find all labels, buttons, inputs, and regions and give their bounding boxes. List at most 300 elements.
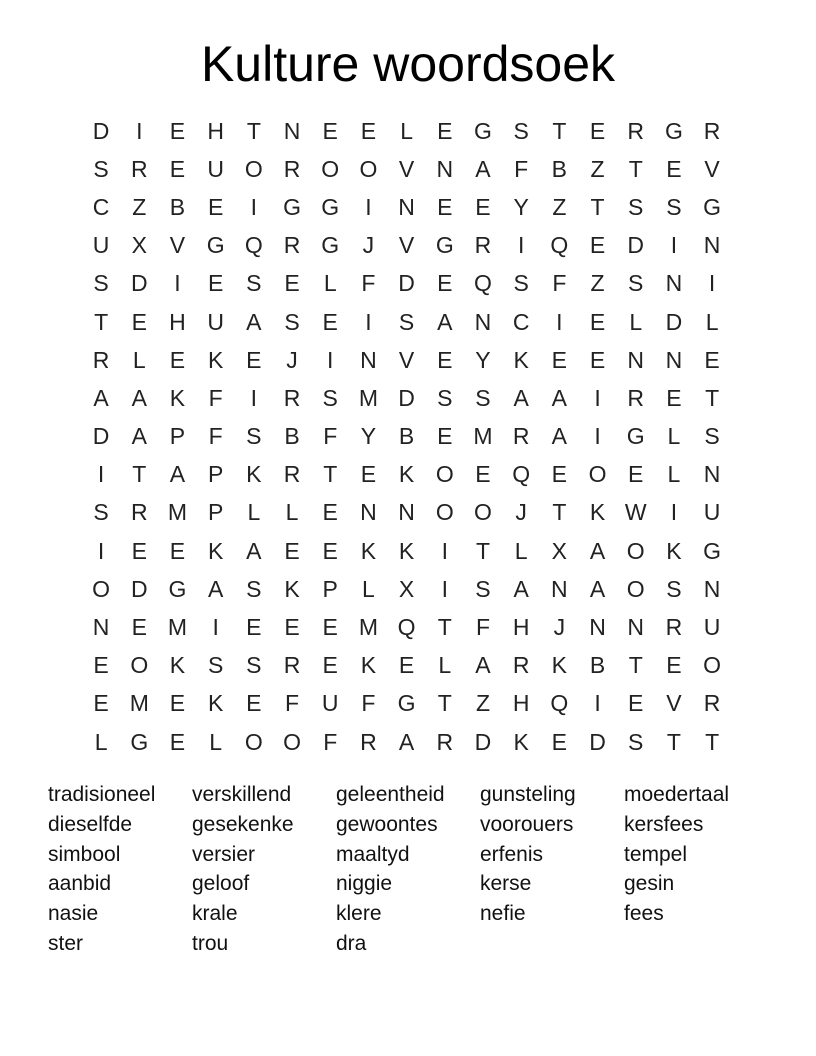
grid-letter: O (283, 728, 301, 755)
grid-letter: N (360, 346, 377, 373)
grid-letter: I (250, 193, 258, 220)
grid-letter: T (437, 614, 452, 641)
grid-row (82, 303, 732, 341)
grid-letter: A (207, 575, 224, 602)
grid-letter: F (552, 270, 567, 297)
grid-letter: N (703, 575, 721, 602)
grid-letter: D (627, 232, 645, 259)
word-list-item: gesekenke (192, 812, 294, 836)
word-list-item: aanbid (48, 872, 112, 896)
grid-letter: R (130, 499, 148, 526)
grid-letter: K (513, 728, 529, 755)
grid-letter: R (665, 614, 683, 641)
grid-letter: F (475, 614, 490, 641)
grid-letter: E (666, 155, 682, 182)
grid-letter: A (246, 537, 262, 564)
grid-letter: E (704, 346, 720, 373)
grid-letter: L (667, 461, 681, 488)
grid-letter: A (169, 461, 186, 488)
grid-letter: E (131, 308, 147, 335)
grid-letter: I (670, 232, 678, 259)
grid-letter: S (93, 155, 109, 182)
grid-letter: G (321, 232, 340, 259)
grid-letter: U (703, 499, 721, 526)
grid-letter: T (590, 193, 605, 220)
word-list-item: trou (192, 931, 229, 955)
word-list-item: maaltyd (336, 842, 410, 866)
grid-letter: D (589, 728, 606, 755)
grid-letter: J (286, 346, 298, 373)
grid-letter: E (437, 117, 453, 144)
grid-letter: S (475, 384, 491, 411)
grid-letter: F (208, 384, 223, 411)
grid-letter: O (244, 155, 263, 182)
grid-letter: G (626, 423, 645, 450)
grid-row (82, 418, 732, 456)
grid-letter: Q (474, 270, 492, 297)
grid-letter: Y (475, 346, 491, 373)
grid-letter: N (551, 575, 568, 602)
word-list-item: dra (336, 931, 367, 955)
grid-letter: T (94, 308, 109, 335)
grid-letter: G (703, 193, 722, 220)
grid-letter: B (169, 193, 186, 220)
grid-letter: G (321, 193, 340, 220)
grid-letter: N (627, 346, 645, 373)
grid-letter: A (513, 384, 529, 411)
grid-letter: I (212, 614, 219, 641)
grid-letter: P (322, 575, 338, 602)
grid-letter: N (703, 461, 721, 488)
grid-letter: A (589, 575, 606, 602)
grid-letter: E (131, 537, 147, 564)
grid-letter: L (362, 575, 375, 602)
word-list-item: krale (192, 902, 238, 926)
grid-letter: V (398, 346, 415, 373)
grid-letter: I (517, 232, 525, 259)
grid-letter: L (514, 537, 528, 564)
grid-letter: I (594, 384, 601, 411)
grid-letter: K (398, 461, 415, 488)
grid-letter: R (512, 652, 530, 679)
grid-letter: Z (132, 193, 147, 220)
grid-letter: T (246, 117, 261, 144)
grid-letter: I (97, 461, 105, 488)
grid-letter: A (131, 384, 147, 411)
grid-letter: G (664, 117, 683, 144)
grid-letter: Q (550, 690, 569, 717)
grid-letter: C (512, 308, 530, 335)
word-list-item: tradisioneel (48, 783, 156, 806)
grid-letter: L (438, 652, 452, 679)
grid-letter: M (358, 384, 378, 411)
grid-letter: J (362, 232, 375, 259)
grid-letter: X (131, 232, 147, 259)
grid-letter: V (169, 232, 186, 259)
grid-letter: R (283, 652, 301, 679)
grid-letter: I (441, 537, 448, 564)
grid-letter: V (398, 155, 415, 182)
grid-letter: E (398, 652, 415, 679)
word-list-item: gunsteling (480, 783, 576, 806)
grid-letter: I (365, 193, 372, 220)
grid-letter: B (398, 423, 415, 450)
grid-letter: T (437, 690, 452, 717)
grid-letter: H (207, 117, 224, 144)
grid-letter: S (628, 728, 644, 755)
word-list-item: geloof (192, 872, 250, 896)
grid-letter: Y (360, 423, 377, 450)
grid-letter: D (130, 270, 148, 297)
grid-letter: A (551, 384, 568, 411)
word-list-item: dieselfde (48, 812, 133, 836)
grid-letter: Y (513, 193, 529, 220)
grid-letter: O (626, 575, 645, 602)
grid-letter: D (92, 423, 110, 450)
grid-letter: Z (590, 270, 605, 297)
grid-letter: R (283, 461, 301, 488)
grid-letter: E (169, 537, 186, 564)
grid-row (82, 723, 732, 761)
grid-letter: E (246, 614, 262, 641)
grid-letter: R (703, 117, 721, 144)
grid-letter: R (474, 232, 492, 259)
grid-letter: G (283, 193, 301, 220)
grid-letter: U (207, 308, 224, 335)
word-list-item: simbool (48, 842, 121, 866)
grid-letter: E (666, 652, 682, 679)
grid-letter: O (435, 499, 454, 526)
grid-letter: S (246, 423, 262, 450)
grid-letter: S (513, 270, 529, 297)
grid-letter: I (594, 423, 601, 450)
grid-letter: L (667, 423, 681, 450)
grid-letter: L (400, 117, 413, 144)
grid-row (82, 150, 732, 188)
grid-letter: I (670, 499, 678, 526)
grid-letter: N (665, 346, 683, 373)
grid-letter: E (207, 270, 224, 297)
grid-letter: O (626, 537, 645, 564)
grid-letter: E (169, 155, 186, 182)
grid-row (82, 265, 732, 303)
grid-letter: N (627, 614, 645, 641)
grid-letter: R (512, 423, 530, 450)
grid-letter: A (437, 308, 453, 335)
grid-row (82, 188, 732, 226)
grid-letter: K (360, 652, 377, 679)
grid-letter: S (666, 193, 682, 220)
grid-letter: A (475, 652, 491, 679)
grid-letter: Q (244, 232, 263, 259)
grid-letter: T (132, 461, 147, 488)
grid-letter: N (283, 117, 301, 144)
grid-letter: G (474, 117, 492, 144)
grid-letter: K (246, 461, 262, 488)
grid-letter: Z (590, 155, 605, 182)
grid-letter: P (207, 499, 224, 526)
grid-letter: T (705, 728, 720, 755)
grid-letter: E (322, 614, 338, 641)
word-list-item: tempel (624, 842, 688, 866)
grid-letter: D (474, 728, 492, 755)
grid-letter: T (475, 537, 490, 564)
grid-letter: O (703, 652, 722, 679)
grid-letter: G (397, 690, 416, 717)
grid-letter: A (551, 423, 568, 450)
word-list-item: nefie (480, 902, 526, 926)
grid-letter: P (207, 461, 224, 488)
grid-letter: E (437, 346, 453, 373)
grid-letter: U (703, 614, 721, 641)
grid-letter: K (207, 537, 224, 564)
grid-letter: F (323, 728, 338, 755)
grid-letter: V (666, 690, 682, 717)
grid-letter: E (589, 232, 606, 259)
grid-letter: S (513, 117, 529, 144)
grid-letter: H (169, 308, 186, 335)
grid-letter: R (92, 346, 110, 373)
grid-letter: G (703, 537, 722, 564)
grid-letter: E (475, 461, 491, 488)
grid-letter: D (92, 117, 110, 144)
grid-letter: S (398, 308, 415, 335)
grid-letter: E (322, 537, 338, 564)
grid-row (82, 647, 732, 685)
word-list-item: voorouers (480, 812, 574, 836)
grid-letter: O (474, 499, 492, 526)
grid-letter: U (92, 232, 110, 259)
grid-letter: G (130, 728, 149, 755)
grid-letter: G (168, 575, 187, 602)
grid-letter: M (167, 614, 188, 641)
grid-letter: K (513, 346, 529, 373)
grid-letter: R (627, 117, 645, 144)
grid-letter: S (628, 193, 644, 220)
grid-letter: K (551, 652, 568, 679)
letter-grid (82, 112, 732, 761)
grid-letter: T (705, 384, 720, 411)
grid-letter: O (359, 155, 378, 182)
grid-letter: I (708, 270, 716, 297)
grid-letter: D (130, 575, 148, 602)
grid-letter: O (321, 155, 340, 182)
grid-letter: N (92, 614, 110, 641)
grid-letter: N (589, 614, 606, 641)
grid-letter: K (207, 690, 224, 717)
grid-letter: K (169, 384, 186, 411)
grid-letter: R (360, 728, 377, 755)
grid-letter: E (169, 728, 186, 755)
grid-letter: A (93, 384, 109, 411)
grid-letter: N (474, 308, 492, 335)
grid-row (82, 494, 732, 532)
grid-letter: T (552, 499, 567, 526)
grid-letter: I (594, 690, 601, 717)
grid-row (82, 341, 732, 379)
grid-letter: A (246, 308, 262, 335)
grid-letter: U (207, 155, 224, 182)
grid-letter: S (246, 575, 262, 602)
grid-letter: X (398, 575, 415, 602)
grid-letter: E (284, 270, 300, 297)
grid-letter: M (167, 499, 188, 526)
grid-letter: O (92, 575, 111, 602)
grid-letter: N (398, 193, 415, 220)
grid-letter: L (629, 308, 643, 335)
word-list-item: erfenis (480, 842, 544, 866)
grid-letter: L (323, 270, 337, 297)
grid-letter: F (514, 155, 529, 182)
grid-letter: B (589, 652, 606, 679)
grid-letter: O (435, 461, 454, 488)
grid-letter: S (628, 270, 644, 297)
grid-letter: R (283, 155, 301, 182)
grid-letter: E (475, 193, 491, 220)
grid-row (82, 456, 732, 494)
grid-letter: L (132, 346, 146, 373)
grid-letter: E (360, 117, 377, 144)
grid-letter: S (93, 499, 109, 526)
grid-letter: T (323, 461, 338, 488)
grid-letter: V (704, 155, 720, 182)
word-list-item: niggie (336, 872, 393, 896)
grid-letter: E (93, 690, 109, 717)
grid-letter: S (284, 308, 300, 335)
grid-letter: Q (397, 614, 416, 641)
grid-letter: E (322, 499, 338, 526)
grid-letter: E (284, 614, 300, 641)
grid-letter: E (437, 270, 453, 297)
grid-letter: O (244, 728, 263, 755)
grid-letter: S (246, 270, 262, 297)
grid-letter: I (556, 308, 563, 335)
grid-letter: B (551, 155, 568, 182)
word-list-item: kerse (480, 872, 532, 896)
grid-letter: E (628, 690, 644, 717)
grid-letter: N (436, 155, 454, 182)
grid-letter: I (441, 575, 448, 602)
grid-letter: E (169, 346, 186, 373)
grid-letter: W (624, 499, 647, 526)
grid-letter: E (169, 690, 186, 717)
grid-letter: E (437, 423, 453, 450)
grid-letter: K (398, 537, 415, 564)
grid-letter: S (666, 575, 682, 602)
grid-letter: X (551, 537, 568, 564)
grid-letter: E (93, 652, 109, 679)
grid-letter: T (628, 652, 643, 679)
grid-letter: A (589, 537, 606, 564)
grid-letter: J (515, 499, 527, 526)
grid-letter: A (131, 423, 147, 450)
grid-letter: S (704, 423, 720, 450)
grid-letter: E (628, 461, 644, 488)
grid-letter: S (93, 270, 109, 297)
grid-letter: N (703, 232, 721, 259)
grid-letter: E (131, 614, 147, 641)
grid-letter: E (551, 461, 568, 488)
word-list-item: gewoontes (336, 812, 438, 836)
word-list-item: geleentheid (336, 783, 445, 806)
grid-letter: I (250, 384, 258, 411)
grid-letter: H (512, 614, 530, 641)
grid-letter: F (323, 423, 338, 450)
grid-letter: E (589, 346, 606, 373)
grid-letter: S (475, 575, 491, 602)
grid-letter: E (169, 117, 186, 144)
grid-letter: E (284, 537, 300, 564)
grid-letter: R (703, 690, 721, 717)
grid-letter: Q (550, 232, 569, 259)
grid-letter: F (208, 423, 223, 450)
word-list-item: versier (192, 842, 256, 866)
grid-letter: M (129, 690, 149, 717)
grid-letter: E (666, 384, 682, 411)
grid-letter: F (285, 690, 300, 717)
grid-letter: E (246, 346, 262, 373)
grid-letter: I (365, 308, 372, 335)
grid-letter: S (207, 652, 224, 679)
grid-row (82, 608, 732, 646)
word-list-item: fees (624, 902, 664, 926)
grid-row (82, 112, 732, 150)
grid-letter: D (398, 384, 415, 411)
word-list-item: kersfees (624, 812, 704, 836)
grid-letter: E (207, 193, 224, 220)
grid-letter: E (360, 461, 377, 488)
grid-letter: F (361, 690, 376, 717)
page-title: Kulture woordsoek (200, 36, 616, 92)
grid-letter: K (207, 346, 224, 373)
grid-letter: T (628, 155, 643, 182)
grid-letter: L (247, 499, 261, 526)
grid-letter: G (206, 232, 225, 259)
grid-letter: O (130, 652, 149, 679)
grid-letter: I (174, 270, 181, 297)
grid-letter: H (512, 690, 530, 717)
grid-letter: E (589, 308, 606, 335)
grid-letter: K (284, 575, 300, 602)
grid-letter: L (94, 728, 108, 755)
grid-letter: A (475, 155, 491, 182)
grid-letter: N (665, 270, 683, 297)
grid-letter: B (284, 423, 300, 450)
grid-letter: N (398, 499, 415, 526)
grid-letter: K (360, 537, 377, 564)
grid-letter: V (398, 232, 415, 259)
grid-letter: C (92, 193, 110, 220)
grid-letter: I (136, 117, 143, 144)
word-list-item: verskillend (192, 783, 292, 806)
grid-row (82, 685, 732, 723)
grid-letter: S (322, 384, 338, 411)
grid-row (82, 379, 732, 417)
grid-letter: A (398, 728, 415, 755)
grid-letter: K (169, 652, 186, 679)
grid-letter: L (705, 308, 719, 335)
grid-letter: L (285, 499, 299, 526)
grid-row (82, 227, 732, 265)
grid-letter: R (130, 155, 148, 182)
grid-letter: Q (512, 461, 531, 488)
grid-letter: Z (552, 193, 567, 220)
grid-letter: Z (475, 690, 490, 717)
word-list-item: nasie (48, 902, 99, 926)
grid-letter: D (665, 308, 683, 335)
grid-letter: M (473, 423, 493, 450)
grid-letter: I (327, 346, 334, 373)
